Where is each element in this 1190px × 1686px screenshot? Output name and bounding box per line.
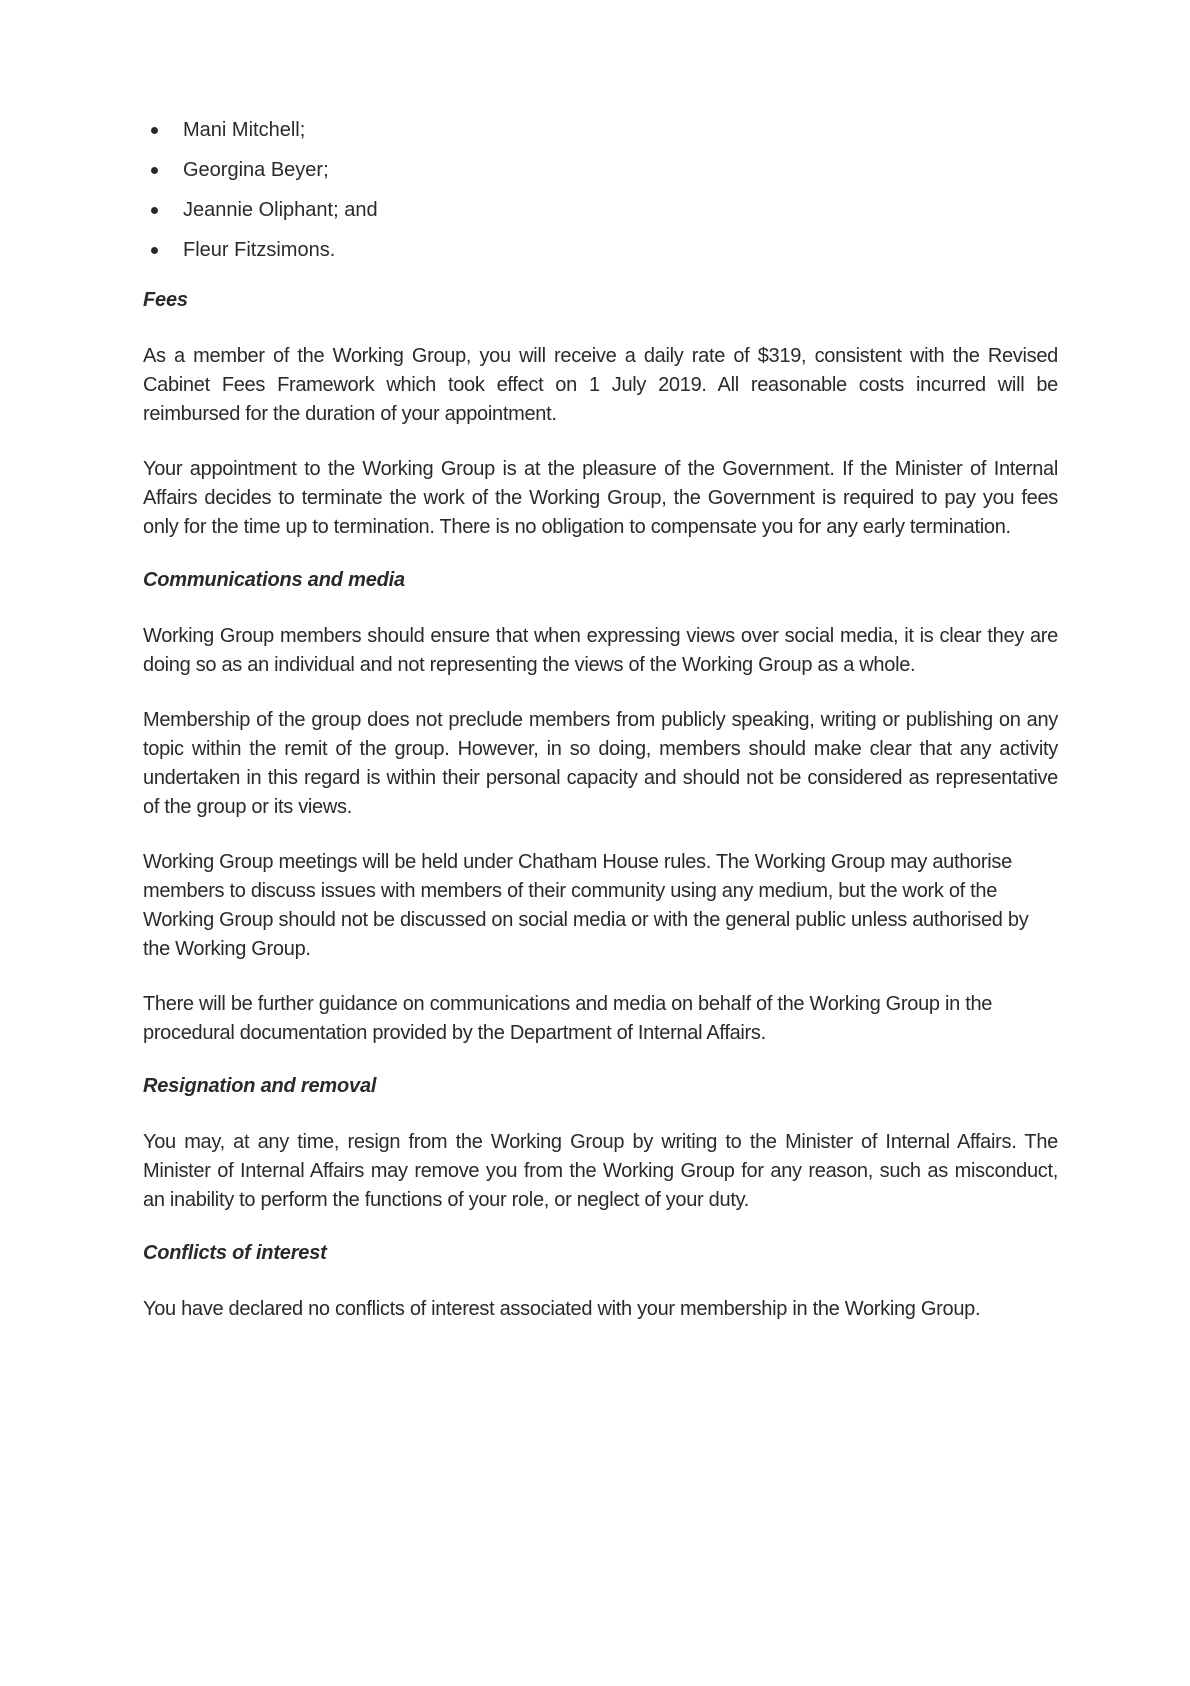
member-name: Georgina Beyer;: [183, 159, 329, 181]
section-heading: Communications and media: [143, 569, 405, 591]
paragraph: Membership of the group does not preclude members from publicly speaking, writing or publishing on any topic within the remit of the group. However, in so doing, members should make clear that any activity undertaken in this regard is within their personal capacity and should not be considered as representative of the group or its views.: [143, 709, 1058, 818]
section-fees: [143, 288, 1058, 542]
section-communications: [143, 568, 1058, 1048]
members-list: [143, 118, 1058, 262]
section-conflicts: [143, 1241, 1058, 1324]
list-item: [143, 238, 1058, 262]
paragraph: You may, at any time, resign from the Working Group by writing to the Minister of Internal Affairs. The Minister of Internal Affairs may remove you from the Working Group for any reason, such as misconduct, an inability to perform the functions of your role, or neglect of your duty.: [143, 1131, 1058, 1211]
section-heading: Fees: [143, 289, 188, 311]
section-heading: Conflicts of interest: [143, 1242, 327, 1264]
bullet-icon: [151, 207, 158, 214]
paragraph: Your appointment to the Working Group is at the pleasure of the Government. If the Minister of Internal Affairs decides to terminate the work of the Working Group, the Government is required to pay you fees only for the time up to termination. There is no obligation to compensate you for any early termination.: [143, 458, 1058, 538]
document-body: [143, 118, 1058, 1350]
paragraph: Working Group meetings will be held under Chatham House rules. The Working Group may authorise members to discuss issues with members of their community using any medium, but the work of the Working Group should not be discussed on social media or with the general public unless authorised by the Working Group.: [143, 851, 1029, 960]
member-name: Mani Mitchell;: [183, 119, 306, 141]
section-resignation: [143, 1074, 1058, 1215]
bullet-icon: [151, 127, 158, 134]
bullet-icon: [151, 247, 158, 254]
member-name: Fleur Fitzsimons.: [183, 239, 336, 261]
paragraph: There will be further guidance on communications and media on behalf of the Working Group in the procedural documentation provided by the Department of Internal Affairs.: [143, 993, 993, 1044]
list-item: [143, 198, 1058, 222]
paragraph: You have declared no conflicts of interest associated with your membership in the Working Group.: [143, 1298, 981, 1320]
paragraph: As a member of the Working Group, you will receive a daily rate of $319, consistent with the Revised Cabinet Fees Framework which took effect on 1 July 2019. All reasonable costs incurred will be reimbursed for the duration of your appointment.: [143, 345, 1058, 425]
bullet-icon: [151, 167, 158, 174]
paragraph: Working Group members should ensure that when expressing views over social media, it is clear they are doing so as an individual and not representing the views of the Working Group as a whole.: [143, 625, 1058, 676]
list-item: [143, 158, 1058, 182]
member-name: Jeannie Oliphant; and: [183, 199, 378, 221]
section-heading: Resignation and removal: [143, 1075, 377, 1097]
list-item: [143, 118, 1058, 142]
